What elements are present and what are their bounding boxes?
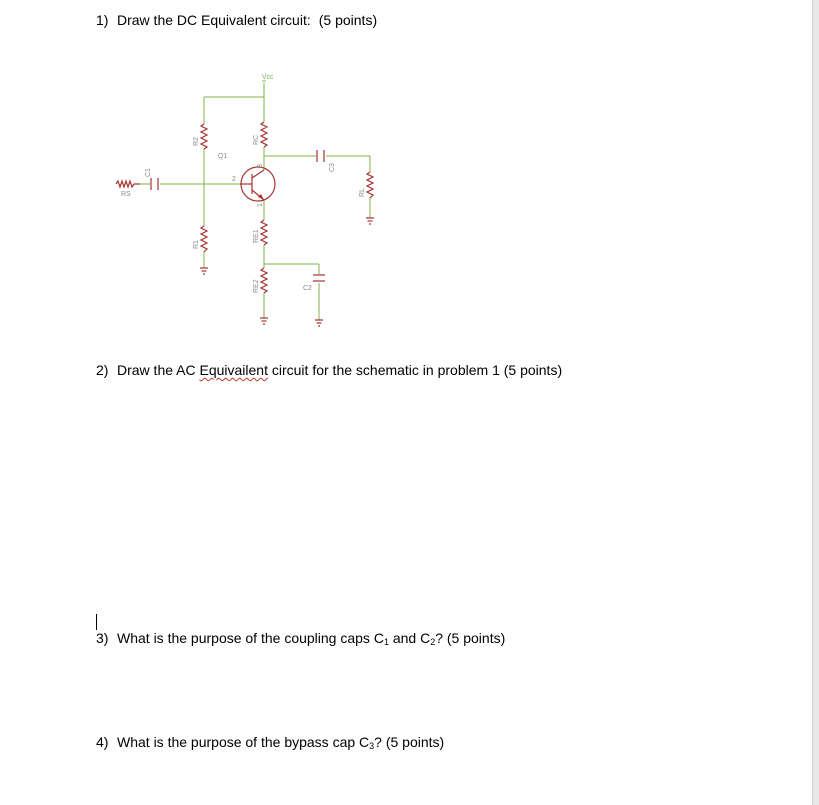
ground-rl-icon [366, 218, 374, 224]
label-r1: R1 [193, 240, 200, 249]
question-4 [96, 734, 444, 751]
resistor-rc [261, 122, 267, 147]
label-re2: RE2 [253, 279, 260, 293]
resistor-re2 [261, 268, 267, 293]
transistor-q1-emitter-arrow [258, 194, 264, 200]
question-4-text-a: What is the purpose of the bypass cap C [117, 734, 370, 750]
label-pin1: 1 [257, 203, 264, 207]
question-1-number: 1) [96, 12, 109, 28]
ground-r1-icon [200, 268, 208, 274]
label-c2: C2 [303, 285, 312, 292]
question-2 [96, 362, 562, 378]
question-3-text-a: What is the purpose of the coupling caps C [117, 630, 384, 646]
label-re1: RE1 [253, 229, 260, 243]
ground-re2-icon [260, 318, 268, 324]
question-3-text-c: ? (5 points) [435, 630, 506, 646]
question-3-sub-1: 1 [383, 637, 389, 647]
label-rc: RC [253, 134, 260, 145]
label-q1: Q1 [218, 153, 228, 160]
resistor-re1 [261, 220, 267, 245]
resistor-rs [116, 181, 140, 187]
label-pin2: 2 [232, 176, 236, 183]
transistor-q1-collector [252, 170, 264, 178]
label-r2: R2 [193, 137, 200, 146]
circuit-schematic [0, 0, 819, 360]
question-4-number: 4) [96, 734, 109, 750]
question-2-text-before: Draw the AC [117, 362, 200, 378]
ground-c2-icon [315, 320, 323, 326]
question-3 [96, 630, 505, 647]
question-4-text-b: ? (5 points) [374, 734, 445, 750]
resistor-r1 [201, 226, 207, 252]
vcc-label: Vcc [262, 74, 274, 81]
label-rl: RL [359, 188, 366, 197]
question-3-text-b: and C [388, 630, 431, 646]
question-2-text-after: circuit for the schematic in problem 1 (5 points) [267, 362, 563, 378]
label-c1: C1 [145, 168, 152, 177]
page-edge [812, 0, 819, 805]
label-pin3: 3 [257, 164, 264, 168]
resistor-r2 [201, 124, 207, 149]
resistor-rl [367, 172, 373, 198]
question-1-text: Draw the DC Equivalent circuit: [117, 12, 311, 28]
label-rs: RS [121, 191, 131, 198]
label-c3: C3 [329, 163, 336, 172]
question-2-misspelled-word[interactable]: Equivailent [199, 362, 268, 378]
question-4-sub: 3 [369, 741, 375, 751]
question-1-points: (5 points) [318, 12, 378, 28]
question-3-sub-2: 2 [430, 637, 436, 647]
text-cursor [96, 614, 97, 630]
question-2-number: 2) [96, 362, 109, 378]
question-3-number: 3) [96, 630, 109, 646]
